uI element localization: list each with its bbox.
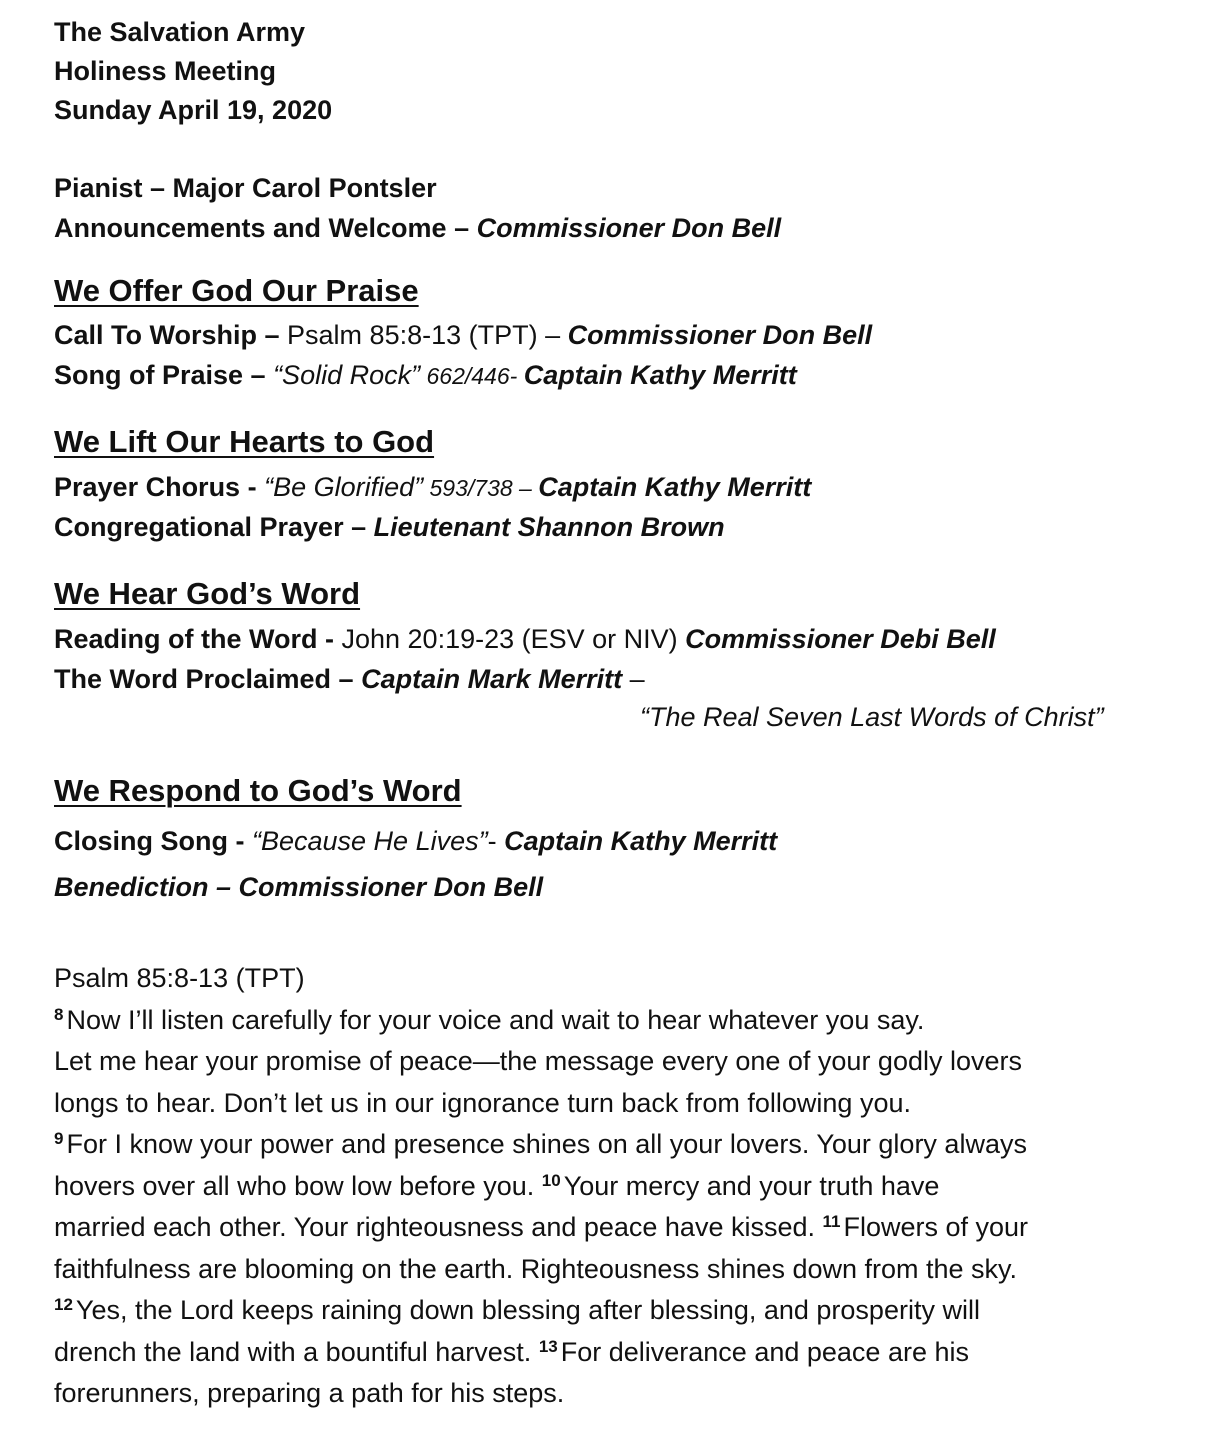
section-heading-word: We Hear God’s Word	[54, 576, 361, 611]
reading-label: Reading of the Word -	[54, 624, 342, 654]
org-name: The Salvation Army	[54, 17, 306, 47]
verse-number: 8	[54, 1005, 64, 1024]
closing-song-line	[54, 824, 777, 858]
announcements-person: Commissioner Don Bell	[476, 213, 782, 243]
song-of-praise-label: Song of Praise –	[54, 360, 274, 390]
meeting-date: Sunday April 19, 2020	[54, 95, 333, 125]
verse-text: drench the land with a bountiful harvest.	[54, 1337, 539, 1367]
verse-text: For I know your power and presence shines on all your lovers. Your glory always	[66, 1129, 1027, 1159]
announcements-line	[54, 211, 781, 245]
meeting-title: Holiness Meeting	[54, 56, 277, 86]
verse-number: 13	[538, 1337, 558, 1356]
song-of-praise-title: “Solid Rock”	[273, 360, 421, 390]
scripture-reference: Psalm 85:8-13 (TPT)	[54, 963, 305, 993]
verse-number: 9	[54, 1129, 64, 1148]
prayer-chorus-label: Prayer Chorus -	[54, 472, 265, 502]
verse-text: Flowers of your	[843, 1212, 1029, 1242]
word-proclaimed-dash: –	[622, 664, 645, 694]
verse-text: Your mercy and your truth have	[563, 1171, 940, 1201]
closing-song-dash: -	[487, 826, 505, 856]
call-to-worship-ref: Psalm 85:8-13 (TPT) –	[287, 320, 568, 350]
word-proclaimed-person: Captain Mark Merritt	[361, 664, 623, 694]
verse-11-line-2: faithfulness are blooming on the earth. Righteousness shines down from the sky.	[54, 1254, 1018, 1284]
verse-text: married each other. Your righteousness and peace have kissed.	[54, 1212, 823, 1242]
prayer-chorus-title: “Be Glorified”	[264, 472, 424, 502]
congregational-prayer-label: Congregational Prayer –	[54, 512, 374, 542]
call-to-worship-line	[54, 318, 872, 352]
closing-song-title: “Because He Lives”	[251, 826, 488, 856]
verse-10-11-line	[54, 1210, 1028, 1244]
verse-8-line-2: Let me hear your promise of peace—the message every one of your godly lovers	[54, 1046, 1023, 1076]
call-to-worship-label: Call To Worship –	[54, 320, 288, 350]
closing-song-label: Closing Song -	[54, 826, 252, 856]
closing-song-person: Captain Kathy Merritt	[504, 826, 778, 856]
congregational-prayer-line	[54, 510, 725, 544]
announcements-label: Announcements and Welcome –	[54, 213, 477, 243]
song-of-praise-person: Captain Kathy Merritt	[523, 360, 797, 390]
verse-8-line-1	[54, 1003, 924, 1037]
section-heading-hearts: We Lift Our Hearts to God	[54, 424, 435, 459]
reading-line	[54, 622, 996, 656]
verse-8-line-3: longs to hear. Don’t let us in our ignorance turn back from following you.	[54, 1088, 911, 1118]
word-proclaimed-label: The Word Proclaimed –	[54, 664, 362, 694]
prayer-chorus-numbers: 593/738 –	[423, 475, 539, 501]
verse-number: 10	[541, 1171, 561, 1190]
congregational-prayer-person: Lieutenant Shannon Brown	[373, 512, 725, 542]
verse-13-line-2: forerunners, preparing a path for his steps.	[54, 1378, 565, 1408]
song-of-praise-numbers: 662/446-	[420, 363, 524, 389]
verse-9-line-1	[54, 1127, 1027, 1161]
verse-number: 12	[54, 1295, 73, 1314]
call-to-worship-person: Commissioner Don Bell	[567, 320, 873, 350]
verse-9-10-line	[54, 1169, 939, 1203]
prayer-chorus-line	[54, 470, 811, 505]
word-proclaimed-line	[54, 662, 645, 696]
sermon-title: “The Real Seven Last Words of Christ”	[640, 702, 1104, 732]
verse-12-13-line	[54, 1335, 969, 1369]
verse-text: For deliverance and peace are his	[560, 1337, 969, 1367]
song-of-praise-line	[54, 358, 797, 393]
reading-person: Commissioner Debi Bell	[685, 624, 996, 654]
section-heading-praise: We Offer God Our Praise	[54, 273, 419, 308]
verse-text: Yes, the Lord keeps raining down blessing after blessing, and prosperity will	[75, 1295, 980, 1325]
reading-ref: John 20:19-23 (ESV or NIV)	[341, 624, 686, 654]
pianist-line: Pianist – Major Carol Pontsler	[54, 173, 437, 203]
verse-text: Now I’ll listen carefully for your voice and wait to hear whatever you say.	[66, 1005, 925, 1035]
prayer-chorus-person: Captain Kathy Merritt	[538, 472, 812, 502]
verse-number: 11	[822, 1212, 841, 1231]
verse-12-line-1	[54, 1293, 980, 1327]
benediction-line: Benediction – Commissioner Don Bell	[54, 872, 544, 902]
verse-text: hovers over all who bow low before you.	[54, 1171, 542, 1201]
section-heading-respond: We Respond to God’s Word	[54, 773, 462, 808]
